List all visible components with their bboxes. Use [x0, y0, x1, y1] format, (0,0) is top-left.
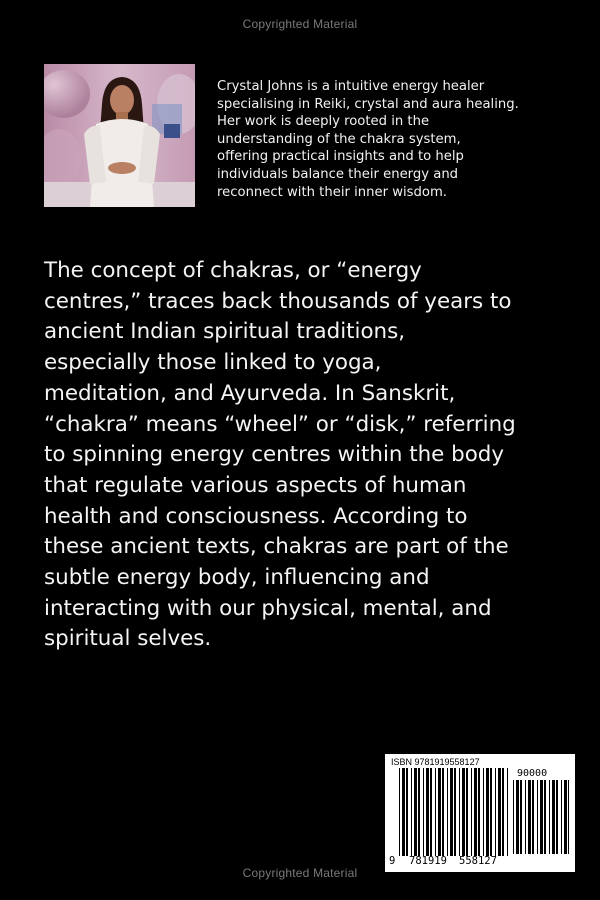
barcode-bar	[483, 768, 484, 856]
blurb-line: ancient Indian spiritual traditions,	[44, 319, 406, 345]
barcode-bar	[399, 768, 400, 856]
watermark-top: Copyrighted Material	[242, 17, 358, 31]
barcode-bar	[552, 780, 555, 854]
author-bio-line: specialising in Reiki, crystal and aura healing.	[217, 96, 519, 112]
barcode-bar	[459, 768, 460, 856]
barcode-bar	[418, 768, 420, 856]
blurb-line: especially those linked to yoga,	[44, 350, 382, 376]
barcode-digits-group-2: 558127	[459, 855, 497, 867]
blurb-line: to spinning energy centres within the body	[44, 442, 505, 468]
author-bio-line: Her work is deeply rooted in the	[217, 114, 430, 130]
barcode-bar	[498, 768, 501, 856]
barcode-bar	[513, 780, 514, 854]
barcode-bar	[564, 780, 567, 854]
author-bio-line: reconnect with their inner wisdom.	[217, 184, 448, 200]
blurb-line: spiritual selves.	[44, 626, 212, 652]
barcode-bar	[442, 768, 444, 856]
barcode-bar	[430, 768, 432, 856]
blurb-line: “chakra” means “wheel” or “disk,” referring	[44, 411, 516, 437]
blurb-line: health and consciousness. According to	[44, 503, 468, 529]
barcode-bar	[438, 768, 441, 856]
barcode-bar	[490, 768, 492, 856]
barcode-bar	[549, 780, 550, 854]
blurb-line: these ancient texts, chakras are part of the	[44, 534, 509, 560]
barcode-bar	[435, 768, 436, 856]
barcode-bar	[532, 780, 534, 854]
blurb-line: centres,” traces back thousands of years to	[44, 288, 512, 314]
barcode-bar	[495, 768, 496, 856]
barcode-bar	[471, 768, 472, 856]
author-bio-line: Crystal Johns is a intuitive energy healer	[217, 79, 485, 94]
barcode-bar	[447, 768, 448, 856]
barcode-bar	[450, 768, 453, 856]
barcode-bar	[406, 768, 408, 856]
barcode-bar	[486, 768, 489, 856]
barcode-bar	[426, 768, 429, 856]
barcode-digits-group-1: 781919	[409, 855, 447, 867]
barcode-bar	[537, 780, 538, 854]
barcode-bar	[411, 768, 412, 856]
barcode-bar	[528, 780, 531, 854]
barcode-bar	[454, 768, 456, 856]
blurb-line: subtle energy body, influencing and	[44, 565, 430, 591]
watermark-bottom: Copyrighted Material	[242, 866, 358, 880]
barcode-bar	[466, 768, 468, 856]
author-bio-line: offering practical insights and to help	[217, 149, 464, 165]
barcode-bar	[402, 768, 405, 856]
book-blurb	[44, 256, 564, 655]
barcode-bar	[502, 768, 504, 856]
barcode-digit-prefix: 9	[389, 855, 396, 867]
blurb-line: The concept of chakras, or “energy	[44, 258, 422, 283]
barcode-bar	[556, 780, 558, 854]
isbn-barcode	[385, 754, 575, 872]
blurb-line: interacting with our physical, mental, and	[44, 595, 492, 621]
barcode-bar	[568, 780, 569, 854]
barcode-bar	[516, 780, 519, 854]
author-bio-line: understanding of the chakra system,	[217, 131, 461, 147]
barcode-bar	[507, 768, 508, 856]
barcode-bar	[423, 768, 424, 856]
barcode-bar	[478, 768, 480, 856]
author-bio-line: individuals balance their energy and	[217, 166, 459, 182]
barcode-bar	[561, 780, 562, 854]
barcode-bar	[462, 768, 465, 856]
blurb-line: that regulate various aspects of human	[44, 472, 467, 498]
barcode-bar	[540, 780, 543, 854]
isbn-label: ISBN 9781919558127	[391, 757, 480, 767]
barcode-bar	[544, 780, 546, 854]
barcode-bar	[520, 780, 522, 854]
author-bio	[217, 78, 552, 201]
price-code: 90000	[517, 768, 548, 779]
author-photo	[44, 64, 195, 207]
barcode-bar	[414, 768, 417, 856]
barcode-bar	[525, 780, 526, 854]
barcode-bar	[474, 768, 477, 856]
blurb-line: meditation, and Ayurveda. In Sanskrit,	[44, 380, 456, 406]
